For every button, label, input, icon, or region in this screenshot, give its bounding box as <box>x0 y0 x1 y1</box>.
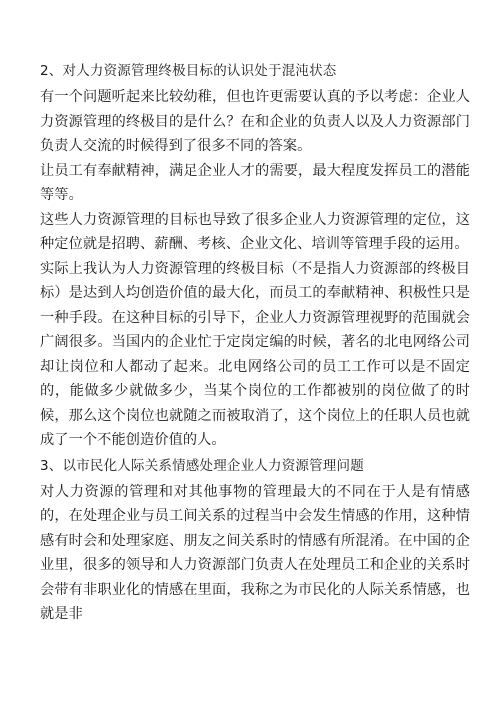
paragraph-3: 这些人力资源管理的目标也导致了很多企业人力资源管理的定位，这种定位就是招聘、薪酬、考核、企业文化、培训等管理手段的运用。 <box>40 211 470 252</box>
paragraph-4: 实际上我认为人力资源管理的终极目标（不是指人力资源部的终极目标）是达到人均创造价值的最大化，而员工的奉献精神、积极性只是一种手段。在这种目标的引导下，企业人力资源管理视野的范围就会广阔很多。当国内的企业忙于定岗定编的时候，著名的北电网络公司却让岗位和人都动了起来。北电网络公司的员工工作可以是不固定的，能做多少就做多少，当某个岗位的工作都被别的岗位做了的时候，那么这个岗位也就随之而被取消了，这个岗位上的任职人员也就成了一个不能创造价值的人。 <box>40 260 470 448</box>
paragraph-1: 有一个问题听起来比较幼稚，但也许更需要认真的予以考虑：企业人力资源管理的终极目的是什么？在和企业的负责人以及人力资源部门负责人交流的时候得到了很多不同的答案。 <box>40 89 470 154</box>
section-3-heading: 3、以市民化人际关系情感处理企业人力资源管理问题 <box>40 457 364 474</box>
paragraph-5: 对人力资源的管理和对其他事物的管理最大的不同在于人是有情感的，在处理企业与员工间关系的过程当中会发生情感的作用，这种情感有时会和处理家庭、朋友之间关系时的情感有所混淆。在中国的企业里，很多的领导和人力资源部门负责人在处理员工和企业的关系时会带有非职业化的情感在里面，我称之为市民化的人际关系情感，也就是非 <box>40 483 470 622</box>
paragraph-2: 让员工有奉献精神，满足企业人才的需要，最大程度发挥员工的潜能等等。 <box>40 162 470 203</box>
section-2-heading: 2、对人力资源管理终极目标的认识处于混沌状态 <box>40 63 337 79</box>
document-page <box>40 60 470 627</box>
